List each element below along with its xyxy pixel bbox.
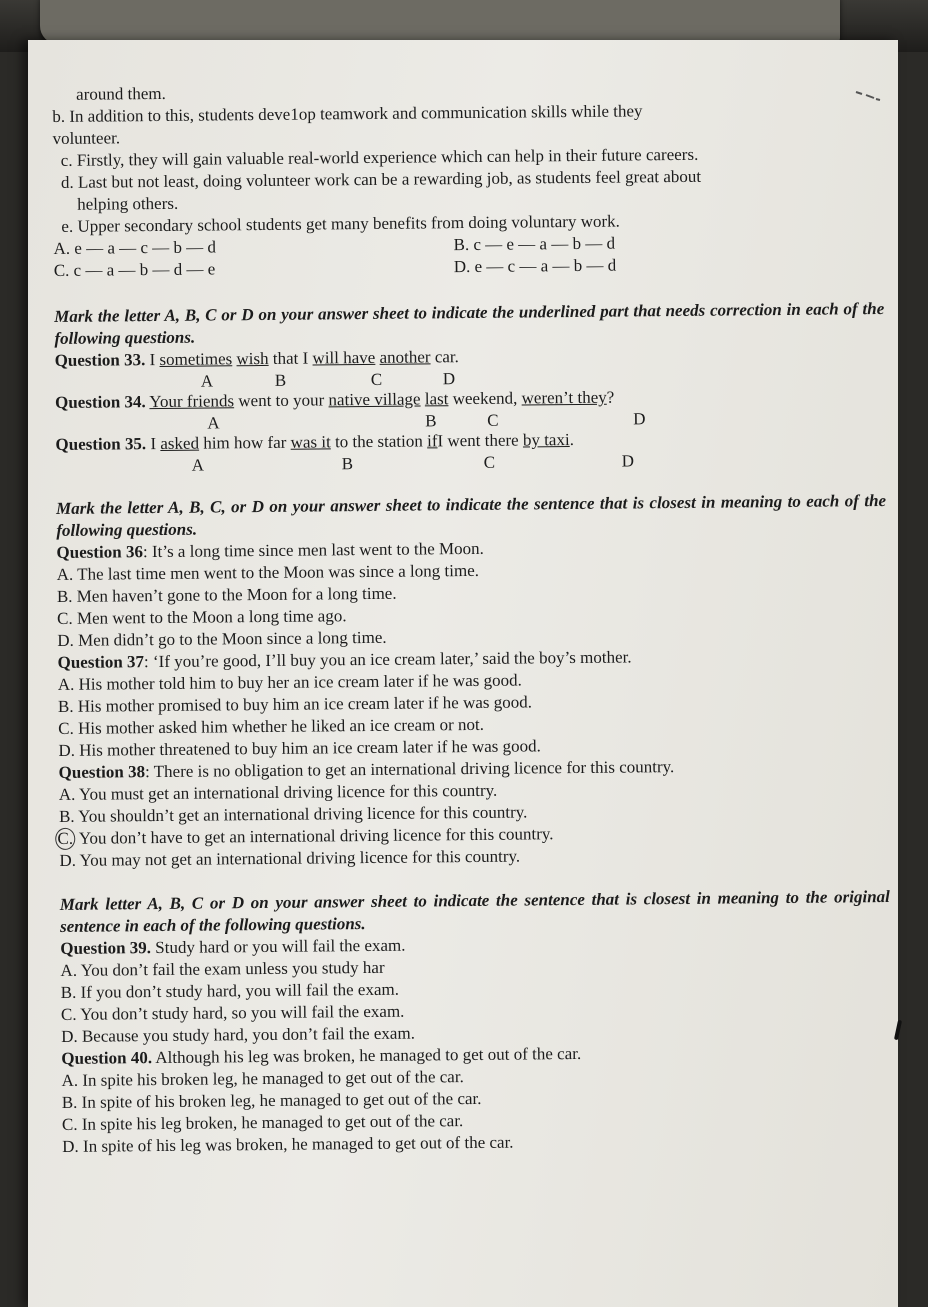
question-label: Question 36 bbox=[56, 542, 144, 562]
answer-option: D. Because you study hard, you don’t fail the exam. bbox=[61, 1023, 415, 1046]
underlined-part: Your friends bbox=[149, 391, 235, 412]
book-edge bbox=[40, 0, 840, 44]
text: to the station bbox=[334, 431, 423, 452]
answer-option: A. His mother told him to buy her an ice cream later if he was good. bbox=[57, 670, 522, 694]
question-stem: Although his leg was broken, he managed to get out of the car. bbox=[155, 1043, 582, 1068]
answer-option: D. His mother threatened to buy him an ice cream later if he was good. bbox=[58, 736, 541, 760]
letter-b: B bbox=[341, 454, 354, 474]
underlined-part: asked bbox=[160, 433, 200, 453]
text-line: volunteer. bbox=[52, 128, 121, 148]
question-label: Question 34. bbox=[54, 392, 146, 412]
answer-option: A. In spite his broken leg, he managed to get out of the car. bbox=[61, 1067, 464, 1090]
answer-option: A. The last time men went to the Moon was since a long time. bbox=[56, 560, 480, 584]
answer-option-text: You don’t have to get an international driving licence for this country. bbox=[78, 824, 554, 848]
option-d: D. e — c — a — b — d bbox=[453, 255, 617, 277]
answer-option: C. Men went to the Moon a long time ago. bbox=[57, 606, 347, 628]
answer-option: C. In spite his leg broken, he managed to get out of the car. bbox=[61, 1111, 464, 1134]
letter-c: C bbox=[487, 410, 499, 430]
text: that I bbox=[272, 348, 309, 368]
underlined-part: another bbox=[379, 347, 431, 367]
letter-d: D bbox=[633, 409, 646, 429]
section-heading: Mark the letter A, B, C or D on your answer sheet to indicate the underlined part that needs correction in each of the following questions. bbox=[54, 299, 885, 348]
text: I bbox=[149, 350, 156, 370]
answer-option: D. In spite of his leg was broken, he managed to get out of the car. bbox=[62, 1132, 514, 1156]
underlined-part: by taxi bbox=[522, 430, 570, 450]
underlined-part: sometimes bbox=[159, 349, 233, 369]
text-line: around them. bbox=[76, 83, 166, 104]
underlined-part: weren’t they bbox=[521, 387, 607, 408]
question-stem: : It’s a long time since men last went to the Moon. bbox=[142, 538, 484, 562]
answer-option: B. Men haven’t gone to the Moon for a long time. bbox=[56, 583, 397, 606]
answer-option: D. You may not get an international driving licence for this country. bbox=[59, 846, 521, 870]
question-stem: Study hard or you will fail the exam. bbox=[155, 935, 406, 958]
letter-d: D bbox=[621, 451, 635, 471]
underlined-part: if bbox=[426, 431, 438, 451]
text-line: d. Last but not least, doing volunteer work can be a rewarding job, as students feel great about bbox=[60, 166, 702, 192]
text: ? bbox=[606, 387, 615, 407]
text-line: b. In addition to this, students deve1op teamwork and communication skills while they bbox=[52, 101, 643, 126]
letter-b: B bbox=[425, 411, 437, 431]
underlined-part: was it bbox=[290, 432, 331, 452]
option-c: C. c — a — b — d — e bbox=[53, 259, 216, 280]
question-label: Question 39. bbox=[60, 938, 152, 958]
question-stem: : There is no obligation to get an international driving licence for this country. bbox=[144, 757, 675, 782]
letter-a: A bbox=[207, 413, 220, 433]
text-line: e. Upper secondary school students get many benefits from doing voluntary work. bbox=[61, 211, 620, 236]
text: weekend, bbox=[452, 388, 518, 409]
letter-d: D bbox=[442, 369, 456, 389]
question-label: Question 35. bbox=[55, 434, 147, 454]
circled-answer-mark: C. bbox=[55, 828, 75, 850]
option-a: A. e — a — c — b — d bbox=[53, 237, 217, 258]
answer-option: C. You don’t study hard, so you will fail the exam. bbox=[60, 1001, 405, 1024]
question-label: Question 40. bbox=[61, 1048, 153, 1068]
document-content bbox=[52, 76, 892, 1158]
question-label: Question 38 bbox=[58, 762, 146, 782]
paper-sheet bbox=[28, 40, 898, 1307]
text-line: c. Firstly, they will gain valuable real-world experience which can help in their future careers. bbox=[60, 144, 699, 170]
text: . bbox=[569, 430, 574, 450]
underlined-part: native village bbox=[328, 389, 421, 410]
letter-a: A bbox=[191, 455, 205, 475]
underlined-part: wish bbox=[236, 348, 269, 369]
answer-option: A. You don’t fail the exam unless you study har bbox=[60, 957, 385, 980]
letter-c: C bbox=[370, 369, 383, 389]
letter-c: C bbox=[483, 452, 496, 472]
section-heading: Mark the letter A, B, C, or D on your answer sheet to indicate the sentence that is closest in meaning to each of the following questions. bbox=[55, 491, 887, 540]
answer-option: B. In spite of his broken leg, he managed to get out of the car. bbox=[61, 1088, 482, 1112]
text: car. bbox=[434, 347, 459, 367]
underlined-part: will have bbox=[312, 347, 376, 368]
section-heading: Mark letter A, B, C or D on your answer sheet to indicate the sentence that is closest in meaning to the original sentence in each of the following questions. bbox=[59, 886, 890, 936]
text: I went there bbox=[437, 430, 519, 451]
answer-option: C. His mother asked him whether he liked an ice cream or not. bbox=[58, 714, 485, 738]
text: him how far bbox=[203, 432, 287, 453]
letter-a: A bbox=[200, 371, 214, 391]
answer-option: B. You shouldn’t get an international driving licence for this country. bbox=[58, 802, 528, 826]
letter-b: B bbox=[274, 370, 287, 390]
option-b: B. c — e — a — b — d bbox=[453, 233, 616, 255]
question-label: Question 37 bbox=[57, 652, 145, 672]
text-line: helping others. bbox=[77, 193, 179, 214]
question-stem: : ‘If you’re good, I’ll buy you an ice cream later,’ said the boy’s mother. bbox=[143, 647, 632, 672]
answer-option: B. His mother promised to buy him an ice cream later if he was good. bbox=[57, 692, 533, 716]
text: I bbox=[150, 434, 157, 454]
text: went to your bbox=[238, 390, 325, 411]
answer-option: D. Men didn’t go to the Moon since a long time. bbox=[57, 627, 387, 650]
underlined-part: last bbox=[424, 389, 449, 409]
answer-option: A. You must get an international driving licence for this country. bbox=[58, 780, 498, 804]
question-label: Question 33. bbox=[54, 350, 146, 370]
pen-mark bbox=[894, 1020, 902, 1040]
answer-option: B. If you don’t study hard, you will fail the exam. bbox=[60, 979, 400, 1002]
